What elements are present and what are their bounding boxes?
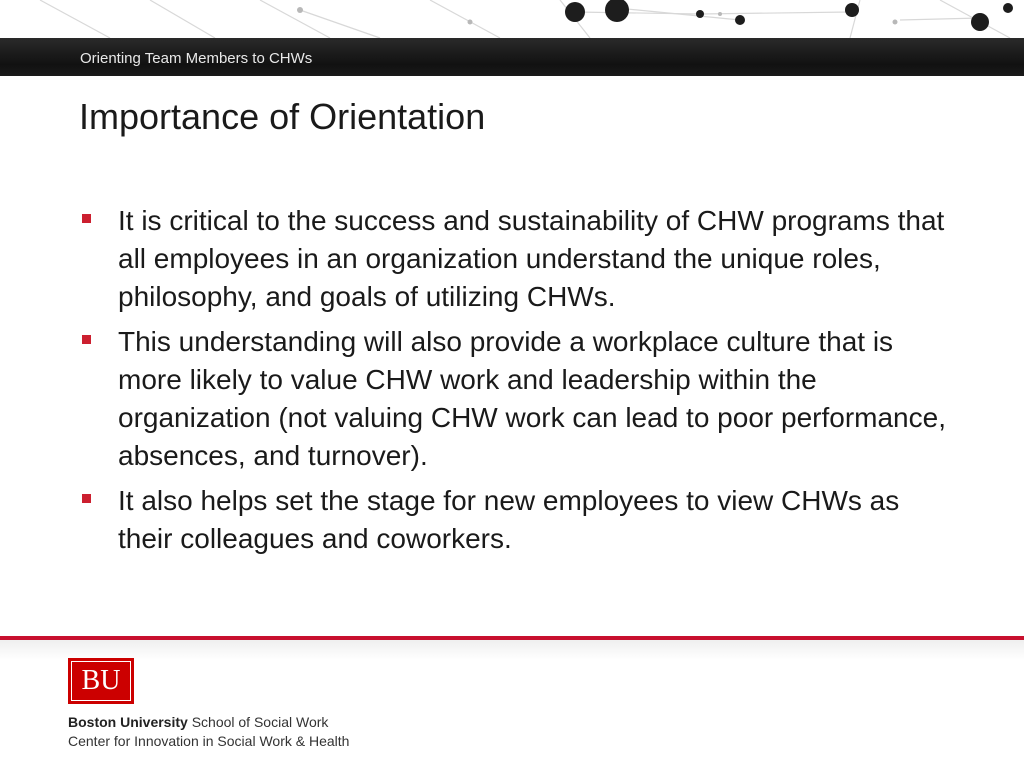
deck-subtitle: Orienting Team Members to CHWs <box>80 50 313 67</box>
center-name: Center for Innovation in Social Work & Health <box>68 733 350 749</box>
bu-logo-text: BU <box>71 661 131 701</box>
bullet-item <box>80 482 960 558</box>
footer-shade <box>0 640 1024 660</box>
network-decoration <box>0 0 1024 40</box>
university-name: Boston University <box>68 714 188 730</box>
bu-logo <box>68 658 134 704</box>
bullet-text: It also helps set the stage for new employees to view CHWs as their colleagues and coworkers. <box>118 485 900 554</box>
bullet-marker-icon <box>82 335 91 344</box>
bullet-marker-icon <box>82 494 91 503</box>
institution-block <box>68 713 349 751</box>
school-name: School of Social Work <box>191 714 329 730</box>
bullet-marker-icon <box>82 214 91 223</box>
header-bar <box>0 38 1024 76</box>
bullet-text: This understanding will also provide a workplace culture that is more likely to value CHW work and leadership within the organization (not valuing CHW work can lead to poor performance, absences, and turnover). <box>118 326 946 471</box>
bullet-item <box>80 323 960 475</box>
bullet-item <box>80 202 960 316</box>
bullet-text: It is critical to the success and sustainability of CHW programs that all employees in an organization understand the unique roles, philosophy, and goals of utilizing CHWs. <box>118 205 945 312</box>
slide-title: Importance of Orientation <box>79 96 486 137</box>
bullet-list <box>80 202 960 565</box>
